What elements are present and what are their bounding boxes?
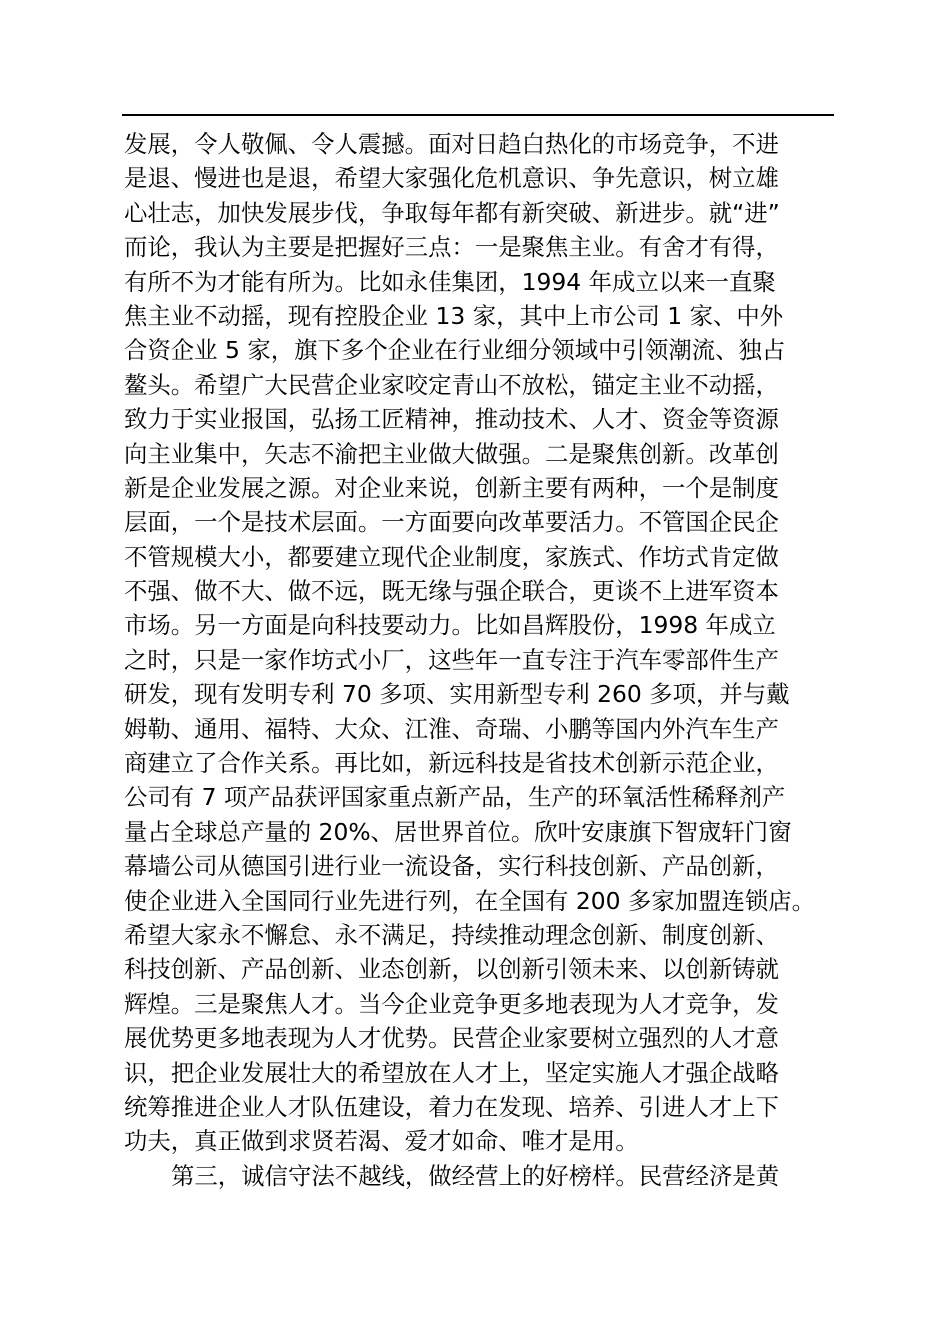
header-rule bbox=[122, 114, 834, 116]
text-line: 合资企业 5 家，旗下多个企业在行业细分领域中引领潮流、独占 bbox=[124, 336, 786, 365]
text-line: 识，把企业发展壮大的希望放在人才上，坚定实施人才强企战略 bbox=[124, 1058, 779, 1087]
text-line: 研发，现有发明专利 70 多项、实用新型专利 260 多项，并与戴 bbox=[124, 680, 790, 709]
text-line: 发展，令人敬佩、令人震撼。面对日趋白热化的市场竞争，不进 bbox=[124, 130, 779, 158]
text-line: 展优势更多地表现为人才优势。民营企业家要树立强烈的人才意 bbox=[124, 1024, 779, 1053]
paragraph-first-line: 第三，诚信守法不越线，做经营上的好榜样。民营经济是黄 bbox=[171, 1161, 780, 1190]
text-line: 量占全球总产量的 20%、居世界首位。欣叶安康旗下智宬轩门窗 bbox=[124, 817, 792, 846]
text-line: 公司有 7 项产品获评国家重点新产品，生产的环氧活性稀释剂产 bbox=[124, 783, 786, 812]
text-line: 姆勒、通用、福特、大众、江淮、奇瑞、小鹏等国内外汽车生产 bbox=[124, 714, 779, 743]
text-line: 之时，只是一家作坊式小厂，这些年一直专注于汽车零部件生产 bbox=[124, 645, 779, 674]
text-line: 科技创新、产品创新、业态创新，以创新引领未来、以创新铸就 bbox=[124, 955, 779, 984]
text-line: 新是企业发展之源。对企业来说，创新主要有两种，一个是制度 bbox=[124, 473, 779, 502]
text-line: 不管规模大小，都要建立现代企业制度，家族式、作坊式肯定做 bbox=[124, 542, 779, 571]
text-line: 幕墙公司从德国引进行业一流设备，实行科技创新、产品创新， bbox=[124, 852, 779, 881]
text-line: 向主业集中，矢志不渝把主业做大做强。二是聚焦创新。改革创 bbox=[124, 439, 779, 468]
text-line: 功夫，真正做到求贤若渴、爱才如命、唯才是用。 bbox=[124, 1127, 639, 1156]
text-line: 不强、做不大、做不远，既无缘与强企联合，更谈不上进军资本 bbox=[124, 577, 779, 606]
text-line: 统筹推进企业人才队伍建设，着力在发现、培养、引进人才上下 bbox=[124, 1092, 779, 1121]
text-line: 商建立了合作关系。再比如，新远科技是省技术创新示范企业， bbox=[124, 749, 779, 778]
text-line: 层面，一个是技术层面。一方面要向改革要活力。不管国企民企 bbox=[124, 508, 779, 537]
text-line: 有所不为才能有所为。比如永佳集团，1994 年成立以来一直聚 bbox=[124, 267, 776, 296]
text-line: 焦主业不动摇，现有控股企业 13 家，其中上市公司 1 家、中外 bbox=[124, 301, 784, 330]
text-line: 使企业进入全国同行业先进行列，在全国有 200 多家加盟连锁店。 bbox=[124, 886, 816, 915]
text-line: 希望大家永不懈怠、永不满足，持续推动理念创新、制度创新、 bbox=[124, 920, 779, 949]
text-line: 鳌头。希望广大民营企业家咬定青山不放松，锚定主业不动摇， bbox=[124, 370, 779, 399]
text-line: 致力于实业报国，弘扬工匠精神，推动技术、人才、资金等资源 bbox=[124, 405, 779, 434]
text-line: 辉煌。三是聚焦人才。当今企业竞争更多地表现为人才竞争，发 bbox=[124, 989, 779, 1018]
text-line: 市场。另一方面是向科技要动力。比如昌辉股份，1998 年成立 bbox=[124, 611, 776, 640]
text-line: 心壮志，加快发展步伐，争取每年都有新突破、新进步。就“进” bbox=[124, 198, 780, 227]
text-line: 而论，我认为主要是把握好三点：一是聚焦主业。有舍才有得， bbox=[124, 233, 779, 262]
body-text bbox=[124, 127, 864, 1193]
text-line: 是退、慢进也是退，希望大家强化危机意识、争先意识，树立雄 bbox=[124, 164, 779, 193]
